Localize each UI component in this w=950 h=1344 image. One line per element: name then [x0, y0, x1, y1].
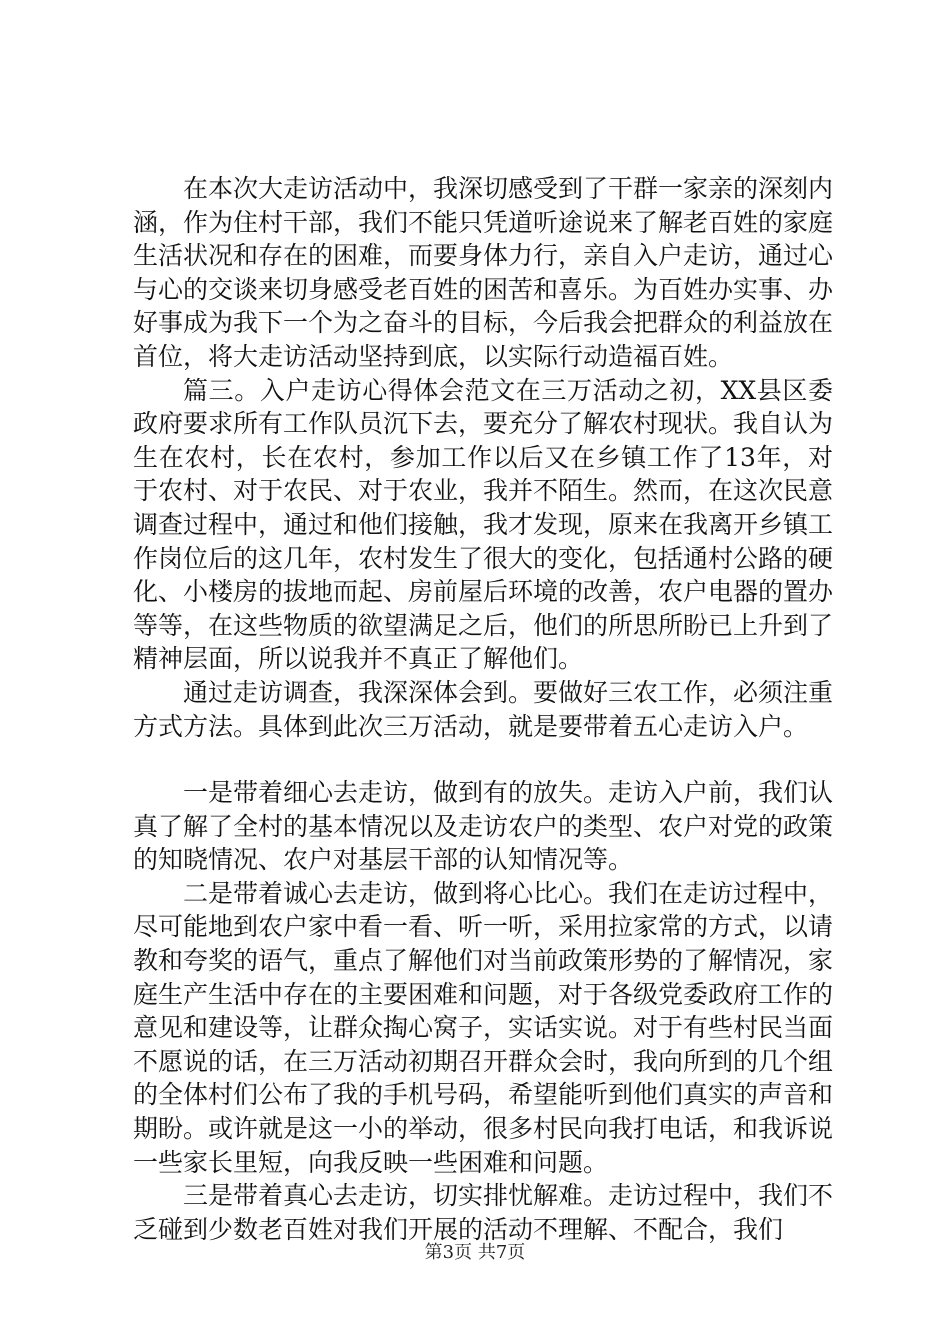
document-body	[133, 172, 833, 1246]
paragraph: 通过走访调查，我深深体会到。要做好三农工作，必须注重方式方法。具体到此次三万活动，就是要带着五心走访入户。	[133, 677, 834, 741]
paragraph: 二是带着诚心去走访，做到将心比心。我们在走访过程中，尽可能地到农户家中看一看、听一听，采用拉家常的方式，以请教和夸奖的语气，重点了解他们对当前政策形势的了解情况，家庭生产生活中存在的主要困难和问题，对于各级党委政府工作的意见和建设等，让群众掏心窝子，实话实说。对于有些村民当面不愿说的话，在三万活动初期召开群众会时，我向所到的几个组的全体村们公布了我的手机号码，希望能听到他们真实的声音和期盼。或许就是这一小的举动，很多村民向我打电话，和我诉说一些家长里短，向我反映一些困难和问题。	[133, 878, 834, 1177]
paragraph: 在本次大走访活动中，我深切感受到了干群一家亲的深刻内涵，作为住村干部，我们不能只凭道听途说来了解老百姓的家庭生活状况和存在的困难，而要身体力行，亲自入户走访，通过心与心的交谈来切身感受老百姓的困苦和喜乐。为百姓办实事、办好事成为我下一个为之奋斗的目标，今后我会把群众的利益放在首位，将大走访活动坚持到底，以实际行动造福百姓。	[133, 174, 834, 371]
paragraph: 篇三。入户走访心得体会范文在三万活动之初，XX县区委政府要求所有工作队员沉下去，要充分了解农村现状。我自认为生在农村，长在农村，参加工作以后又在乡镇工作了13年，对于农村、对于农民、对于农业，我并不陌生。然而，在这次民意调查过程中，通过和他们接触，我才发现，原来在我离开乡镇工作岗位后的这几年，农村发生了很大的变化，包括通村公路的硬化、小楼房的拔地而起、房前屋后环境的改善，农户电器的置办等等，在这些物质的欲望满足之后，他们的所思所盼已上升到了精神层面，所以说我并不真正了解他们。	[133, 375, 834, 674]
paragraph: 一是带着细心去走访，做到有的放失。走访入户前，我们认真了解了全村的基本情况以及走访农户的类型、农户对党的政策的知晓情况、农户对基层干部的认知情况等。	[133, 778, 834, 875]
page-footer: 第3页 共7页	[424, 1242, 526, 1263]
paragraph: 三是带着真心去走访，切实排忧解难。走访过程中，我们不乏碰到少数老百姓对我们开展的活动不理解、不配合，我们	[133, 1181, 834, 1244]
